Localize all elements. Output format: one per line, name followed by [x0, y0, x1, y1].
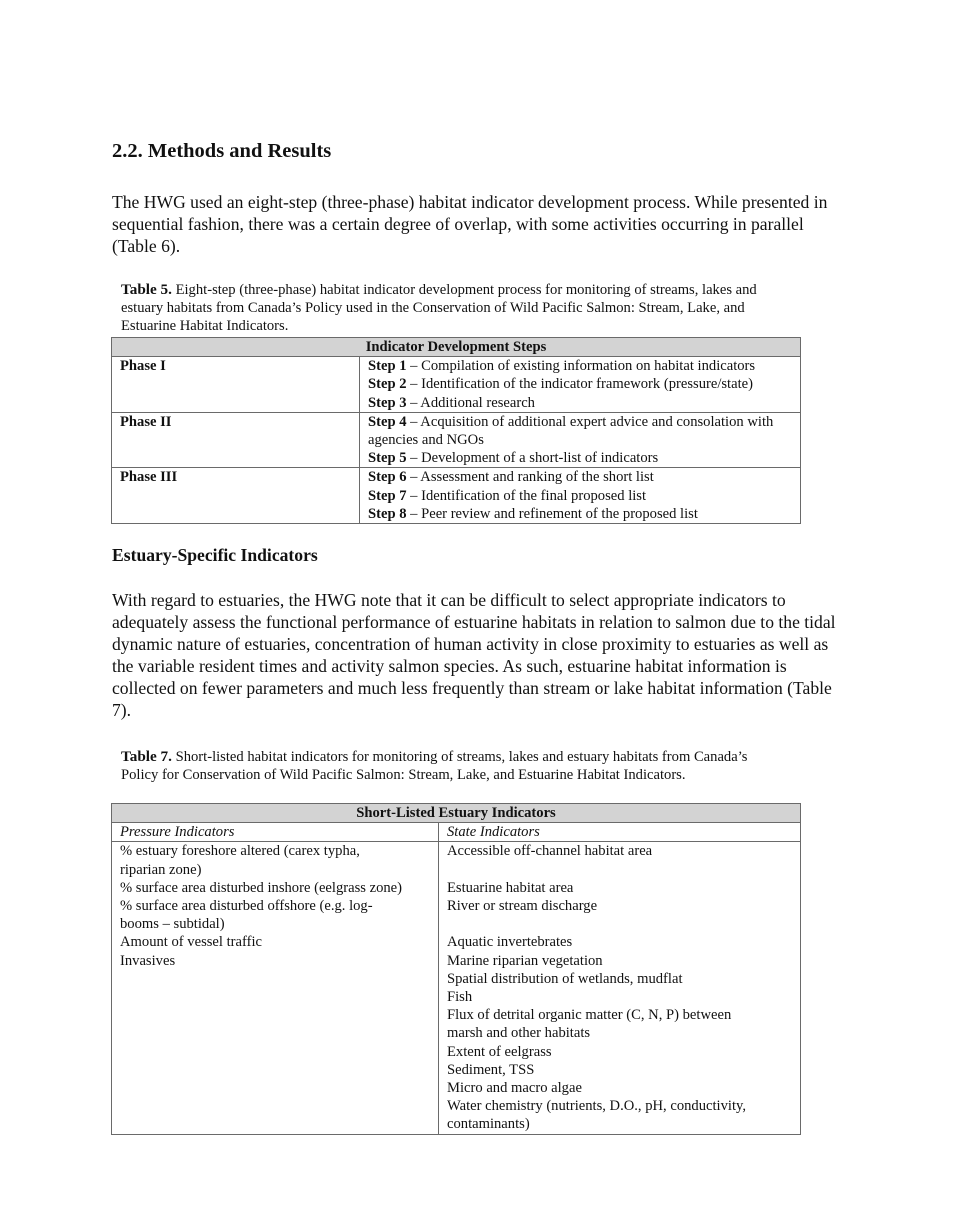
list-item: Fish — [447, 989, 473, 1005]
step-item: Step 7 – Identification of the final proposed list — [368, 487, 647, 504]
table7-header: Short-Listed Estuary Indicators — [112, 804, 801, 823]
phase-steps — [360, 357, 801, 413]
list-item: contaminants) — [447, 1116, 530, 1133]
list-item: Estuarine habitat area — [447, 879, 574, 896]
spacer — [447, 915, 800, 933]
step-item: Step 3 – Additional research — [368, 394, 535, 411]
state-indicators-list — [439, 842, 801, 1134]
intro-paragraph: The HWG used an eight-step (three-phase) habitat indicator development process. While presented in sequential fashion, there was a certain degree of overlap, with some activities occurring in parallel (Table 6). — [112, 192, 828, 256]
list-item: Invasives — [120, 952, 176, 969]
phase-label: Phase II — [112, 412, 360, 468]
table7-caption-label: Table 7. — [121, 748, 172, 765]
phase-steps — [360, 412, 801, 468]
state-column-header: State Indicators — [439, 823, 801, 842]
phase-label: Phase III — [112, 468, 360, 524]
step-item: Step 1 – Compilation of existing information on habitat indicators — [368, 358, 756, 375]
pressure-indicators-list — [112, 842, 439, 1134]
estuary-heading: Estuary-Specific Indicators — [112, 545, 318, 565]
list-item: Water chemistry (nutrients, D.O., pH, conductivity, — [447, 1098, 747, 1115]
list-item: Sediment, TSS — [447, 1061, 535, 1078]
pressure-column-header: Pressure Indicators — [112, 823, 439, 842]
step-item: Step 5 – Development of a short-list of indicators — [368, 450, 659, 467]
list-item: riparian zone) — [120, 861, 202, 878]
list-item: Marine riparian vegetation — [447, 952, 603, 969]
table5-header: Indicator Development Steps — [112, 338, 801, 357]
table5-caption — [121, 281, 781, 336]
table-row — [112, 468, 801, 524]
step-item: Step 4 – Acquisition of additional expert advice and consolation with agencies and NGOs — [368, 413, 774, 449]
list-item: booms – subtidal) — [120, 916, 225, 933]
spacer — [447, 861, 800, 879]
list-item: Spatial distribution of wetlands, mudflat — [447, 970, 683, 987]
step-item: Step 2 – Identification of the indicator framework (pressure/state) — [368, 376, 753, 393]
step-item: Step 6 – Assessment and ranking of the short list — [368, 469, 654, 486]
list-item: River or stream discharge — [447, 898, 598, 914]
phase-label: Phase I — [112, 357, 360, 413]
list-item: Accessible off-channel habitat area — [447, 843, 653, 860]
table5-caption-label: Table 5. — [121, 281, 172, 298]
table7-caption — [121, 748, 781, 784]
list-item: % surface area disturbed inshore (eelgrass zone) — [120, 879, 403, 896]
table7-estuary-indicators — [111, 803, 801, 1135]
list-item: marsh and other habitats — [447, 1025, 591, 1042]
list-item: % estuary foreshore altered (carex typha, — [120, 843, 360, 860]
phase-steps — [360, 468, 801, 524]
estuary-paragraph: With regard to estuaries, the HWG note that it can be difficult to select appropriate indicators to adequately assess the functional performance of estuarine habitats in relation to salmon due to the tidal dynamic nature of estuaries, concentration of human activity in close proximity to estuaries as well as the variable resident times and activity salmon species. As such, estuarine habitat information is collected on fewer parameters and much less frequently than stream or lake habitat information (Table 7). — [112, 590, 836, 720]
table-row — [112, 357, 801, 413]
list-item: Micro and macro algae — [447, 1080, 582, 1097]
table7-caption-text: Short-listed habitat indicators for monitoring of streams, lakes and estuary habitats from Canada’s Policy for Conservation of Wild Pacific Salmon: Stream, Lake, and Estuarine Habitat Indicators. — [121, 749, 748, 784]
list-item: Amount of vessel traffic — [120, 934, 262, 951]
table5-development-steps — [111, 337, 801, 524]
list-item: Flux of detrital organic matter (C, N, P) between — [447, 1007, 732, 1024]
list-item: Extent of eelgrass — [447, 1043, 552, 1060]
step-item: Step 8 – Peer review and refinement of the proposed list — [368, 505, 698, 522]
table-row — [112, 842, 801, 1134]
section-heading: 2.2. Methods and Results — [112, 140, 332, 162]
table5-caption-text: Eight-step (three-phase) habitat indicator development process for monitoring of streams, lakes and estuary habitats from Canada’s Policy used in the Conservation of Wild Pacific Salmon: Stream, Lake, and Estuarine Habitat Indicators. — [121, 282, 757, 335]
list-item: % surface area disturbed offshore (e.g. log- — [120, 898, 373, 915]
list-item: Aquatic invertebrates — [447, 934, 573, 951]
table-row — [112, 412, 801, 468]
